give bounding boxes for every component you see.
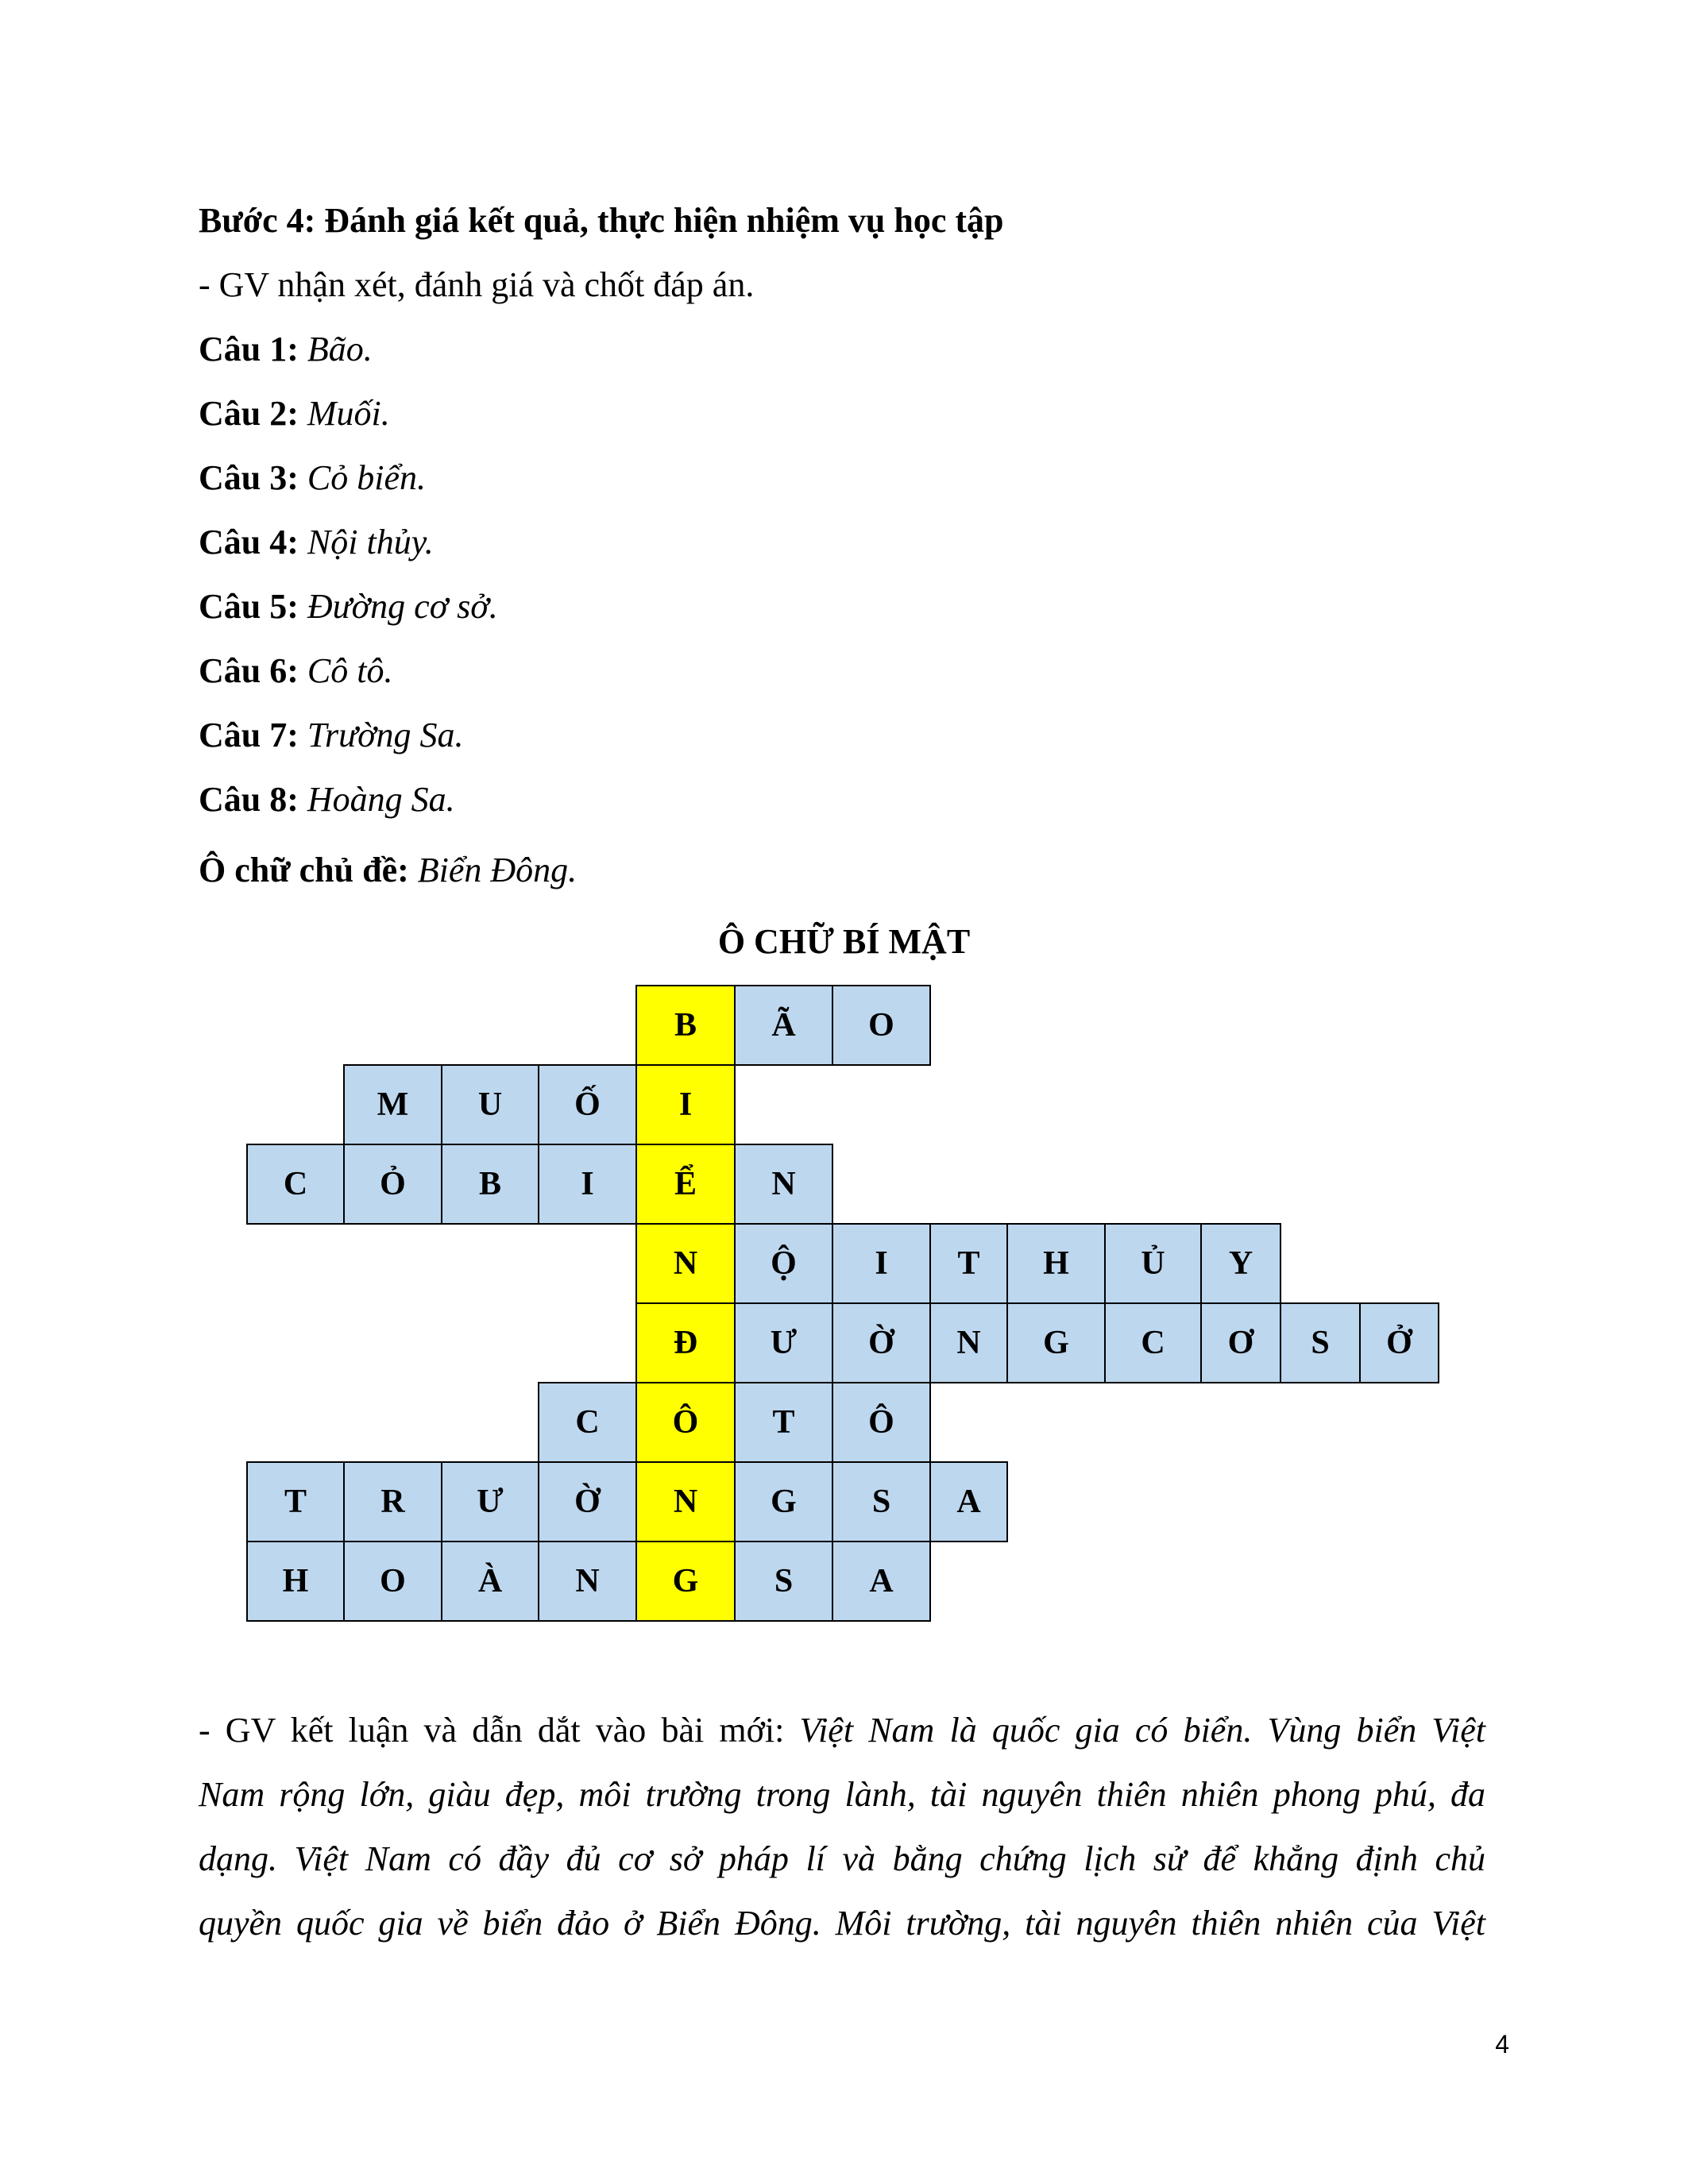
crossword-cell: S (734, 1541, 833, 1622)
crossword-cell: A (929, 1461, 1008, 1542)
crossword-cell: H (1006, 1223, 1106, 1304)
step-heading: Bước 4: Đánh giá kết quả, thực hiện nhiệm vụ học tập (199, 201, 1004, 240)
answer-label: Câu 4: (199, 523, 299, 561)
conclusion-text: Việt Nam là quốc gia có biển. Vùng biển Việt (799, 1711, 1485, 1750)
crossword-cell: C (246, 1144, 345, 1225)
conclusion-line-1 (199, 1698, 1485, 1762)
answer-7 (199, 713, 464, 758)
crossword-cell: Ố (538, 1064, 637, 1145)
answer-2 (199, 392, 390, 436)
crossword-cell: C (1104, 1302, 1202, 1383)
crossword-cell: S (1280, 1302, 1361, 1383)
crossword-key-cell: N (635, 1461, 736, 1542)
conclusion-line-2: Nam rộng lớn, giàu đẹp, môi trường trong lành, tài nguyên thiên nhiên phong phú, đa (199, 1775, 1485, 1814)
answer-8 (199, 778, 455, 822)
crossword-cell: T (734, 1382, 833, 1463)
crossword-key-cell: B (635, 985, 736, 1066)
crossword-cell: R (343, 1461, 442, 1542)
crossword-cell: G (734, 1461, 833, 1542)
crossword-cell: T (929, 1223, 1008, 1304)
answer-label: Câu 5: (199, 587, 299, 626)
answer-value: Muối. (307, 394, 390, 433)
crossword-cell: B (441, 1144, 539, 1225)
crossword-key-cell: Đ (635, 1302, 736, 1383)
crossword-key-cell: N (635, 1223, 736, 1304)
answer-4 (199, 520, 434, 565)
answer-label: Câu 7: (199, 716, 299, 754)
crossword-cell: Ã (734, 985, 833, 1066)
answer-label: Câu 6: (199, 651, 299, 690)
crossword-cell: Ở (1359, 1302, 1439, 1383)
answer-label: Câu 1: (199, 330, 299, 369)
crossword-cell: H (246, 1541, 345, 1622)
crossword-cell: S (832, 1461, 931, 1542)
answer-value: Cô tô. (307, 651, 393, 690)
crossword-cell: Y (1200, 1223, 1281, 1304)
crossword-key-cell: Ể (635, 1144, 736, 1225)
page-number: 4 (1495, 2030, 1509, 2059)
answer-label: Câu 8: (199, 780, 299, 819)
conclusion-line-3: dạng. Việt Nam có đầy đủ cơ sở pháp lí và bằng chứng lịch sử để khẳng định chủ (199, 1839, 1485, 1878)
crossword-cell: C (538, 1382, 637, 1463)
answer-value: Biển Đông. (417, 851, 577, 889)
answer-label: Câu 3: (199, 458, 299, 497)
crossword-cell: Ộ (734, 1223, 833, 1304)
crossword-cell: À (441, 1541, 539, 1622)
crossword-cell: G (1006, 1302, 1106, 1383)
crossword-cell: U (441, 1064, 539, 1145)
crossword-cell: Ô (832, 1382, 931, 1463)
keyword-answer (199, 848, 577, 893)
crossword-cell: Ỏ (343, 1144, 442, 1225)
crossword-cell: Ờ (538, 1461, 637, 1542)
conclusion-prefix: - GV kết luận và dẫn dắt vào bài mới: (199, 1711, 800, 1750)
crossword-cell: Ủ (1104, 1223, 1202, 1304)
answer-value: Cỏ biển. (307, 458, 427, 497)
crossword-cell: Ờ (832, 1302, 931, 1383)
conclusion-line-4: quyền quốc gia về biển đảo ở Biển Đông. Môi trường, tài nguyên thiên nhiên của Việt (199, 1904, 1485, 1943)
crossword-key-cell: G (635, 1541, 736, 1622)
crossword-cell: O (343, 1541, 442, 1622)
crossword-title: Ô CHỮ BÍ MẬT (717, 922, 971, 961)
crossword-cell: Ư (734, 1302, 833, 1383)
answer-1 (199, 327, 373, 372)
answer-5 (199, 585, 498, 629)
intro-text: - GV nhận xét, đánh giá và chốt đáp án. (199, 265, 755, 304)
crossword-cell: M (343, 1064, 442, 1145)
crossword-cell: A (832, 1541, 931, 1622)
crossword-cell: N (929, 1302, 1008, 1383)
answer-value: Bão. (307, 330, 373, 369)
crossword-cell: N (734, 1144, 833, 1225)
answer-value: Đường cơ sở. (307, 587, 498, 626)
answer-value: Hoàng Sa. (307, 780, 455, 819)
crossword-cell: Ơ (1200, 1302, 1281, 1383)
crossword-cell: Ư (441, 1461, 539, 1542)
answer-label: Ô chữ chủ đề: (199, 851, 409, 889)
answer-value: Nội thủy. (307, 523, 434, 561)
answer-6 (199, 649, 392, 693)
crossword-cell: I (538, 1144, 637, 1225)
crossword-cell: T (246, 1461, 345, 1542)
crossword-key-cell: I (635, 1064, 736, 1145)
crossword-key-cell: Ô (635, 1382, 736, 1463)
crossword-cell: O (832, 985, 931, 1066)
answer-label: Câu 2: (199, 394, 299, 433)
crossword-cell: I (832, 1223, 931, 1304)
answer-3 (199, 456, 426, 500)
crossword-cell: N (538, 1541, 637, 1622)
answer-value: Trường Sa. (307, 716, 464, 754)
